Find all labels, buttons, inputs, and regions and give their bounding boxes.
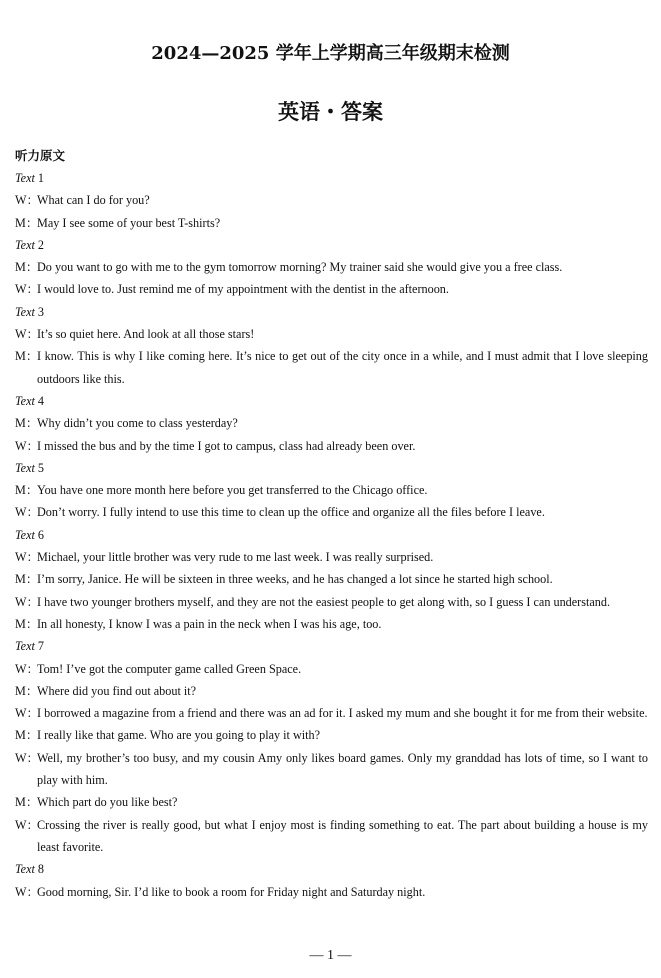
- speaker-label: W：: [15, 706, 39, 721]
- text-label-number: 3: [37, 304, 45, 319]
- text-label-word: Text: [15, 171, 35, 185]
- text-label-number: 1: [37, 171, 45, 185]
- text-label: [15, 858, 648, 880]
- dialogue-line: [15, 323, 648, 345]
- speaker-label: M：: [15, 260, 39, 275]
- speaker-label: W：: [15, 550, 39, 565]
- speaker-label: W：: [15, 661, 39, 676]
- speaker-label: W：: [15, 193, 39, 208]
- dialogue-line: [15, 591, 648, 613]
- dialogue-line: [15, 412, 648, 434]
- dialogue-line: [15, 256, 648, 278]
- speaker-label: W：: [15, 817, 39, 832]
- utterance-text: It’s so quiet here. And look at all those stars!: [37, 327, 255, 342]
- speaker-label: M：: [15, 572, 39, 587]
- speaker-label: M：: [15, 483, 39, 498]
- utterance-text: In all honesty, I know I was a pain in the neck when I was his age, too.: [37, 616, 382, 631]
- dialogue-line: [15, 791, 648, 813]
- text-label-number: 5: [37, 460, 45, 475]
- document-subtitle: 英语・答案: [278, 100, 383, 124]
- text-label: [15, 390, 648, 412]
- dialogue-line: [15, 814, 648, 859]
- utterance-text: Michael, your little brother was very rude to me last week. I was really surprised.: [37, 550, 434, 565]
- speaker-label: W：: [15, 438, 39, 453]
- text-label-number: 6: [37, 527, 45, 542]
- text-label-number: 4: [37, 393, 45, 408]
- speaker-label: M：: [15, 416, 39, 431]
- speaker-label: M：: [15, 349, 39, 364]
- dialogue-line: [15, 345, 648, 390]
- dialogue-line: [15, 212, 648, 234]
- text-label-word: Text: [15, 639, 35, 654]
- text-label-word: Text: [15, 304, 35, 319]
- utterance-text: I would love to. Just remind me of my appointment with the dentist in the afternoon.: [37, 282, 449, 297]
- utterance-text: I really like that game. Who are you going to play it with?: [37, 728, 321, 743]
- speaker-label: W：: [15, 750, 39, 765]
- text-label: [15, 234, 648, 256]
- document-title: 2024—2025 学年上学期高三年级期末检测: [151, 43, 510, 64]
- utterance-text: Which part do you like best?: [37, 795, 178, 810]
- text-label: [15, 524, 648, 546]
- utterance-text: I’m sorry, Janice. He will be sixteen in three weeks, and he has changed a lot since he started high school.: [37, 572, 553, 587]
- utterance-text: Good morning, Sir. I’d like to book a room for Friday night and Saturday night.: [37, 884, 426, 899]
- speaker-label: W：: [15, 884, 39, 899]
- utterance-text: Tom! I’ve got the computer game called Green Space.: [37, 661, 302, 676]
- text-label-number: 7: [37, 639, 45, 654]
- dialogue-line: [15, 702, 648, 724]
- text-label-number: 2: [37, 237, 45, 252]
- text-label: [15, 457, 648, 479]
- utterance-text: Do you want to go with me to the gym tomorrow morning? My trainer said she would give you a free class.: [37, 260, 563, 275]
- utterance-text: Crossing the river is really good, but what I enjoy most is finding something to eat. The part about building a house is my least favorite.: [37, 817, 648, 854]
- utterance-text: I have two younger brothers myself, and they are not the easiest people to get along with, so I guess I can understand.: [37, 594, 610, 609]
- speaker-label: W：: [15, 505, 39, 520]
- utterance-text: I borrowed a magazine from a friend and there was an ad for it. I asked my mum and she bought it for me from their website.: [37, 706, 648, 721]
- text-label-number: 8: [37, 862, 45, 877]
- page-number: — 1 —: [309, 948, 352, 963]
- utterance-text: May I see some of your best T-shirts?: [37, 215, 221, 230]
- utterance-text: I know. This is why I like coming here. It’s nice to get out of the city once in a while, and I must admit that I love sleeping outdoors like this.: [37, 349, 648, 386]
- speaker-label: M：: [15, 215, 39, 230]
- utterance-text: Why didn’t you come to class yesterday?: [37, 416, 238, 431]
- text-label: [15, 301, 648, 323]
- text-label-word: Text: [15, 527, 35, 542]
- dialogue-line: [15, 479, 648, 501]
- utterance-text: I missed the bus and by the time I got to campus, class had already been over.: [37, 438, 416, 453]
- utterance-text: Don’t worry. I fully intend to use this time to clean up the office and organize all the files before I leave.: [37, 505, 545, 520]
- dialogue-line: [15, 435, 648, 457]
- utterance-text: Where did you find out about it?: [37, 683, 197, 698]
- speaker-label: W：: [15, 282, 39, 297]
- speaker-label: M：: [15, 795, 39, 810]
- utterance-text: Well, my brother’s too busy, and my cousin Amy only likes board games. Only my granddad has lots of time, so I want to play with him.: [37, 750, 648, 788]
- utterance-text: You have one more month here before you get transferred to the Chicago office.: [37, 483, 428, 498]
- dialogue-line: [15, 747, 648, 792]
- text-label: [15, 167, 648, 189]
- speaker-label: W：: [15, 327, 39, 342]
- dialogue-line: [15, 724, 648, 746]
- text-label-word: Text: [15, 393, 35, 408]
- dialogue-line: [15, 881, 648, 903]
- text-label-word: Text: [15, 862, 35, 877]
- speaker-label: M：: [15, 616, 39, 631]
- speaker-label: M：: [15, 728, 39, 743]
- transcript-body: [15, 145, 648, 903]
- dialogue-line: [15, 546, 648, 568]
- dialogue-line: [15, 278, 648, 300]
- dialogue-line: [15, 189, 648, 211]
- dialogue-line: [15, 613, 648, 635]
- dialogue-line: [15, 680, 648, 702]
- speaker-label: M：: [15, 683, 39, 698]
- text-label-word: Text: [15, 460, 35, 475]
- text-label-word: Text: [15, 237, 35, 252]
- dialogue-line: [15, 568, 648, 590]
- utterance-text: What can I do for you?: [37, 193, 150, 208]
- dialogue-line: [15, 658, 648, 680]
- dialogue-line: [15, 501, 648, 523]
- speaker-label: W：: [15, 594, 39, 609]
- text-label: [15, 635, 648, 657]
- section-title: 听力原文: [15, 148, 66, 163]
